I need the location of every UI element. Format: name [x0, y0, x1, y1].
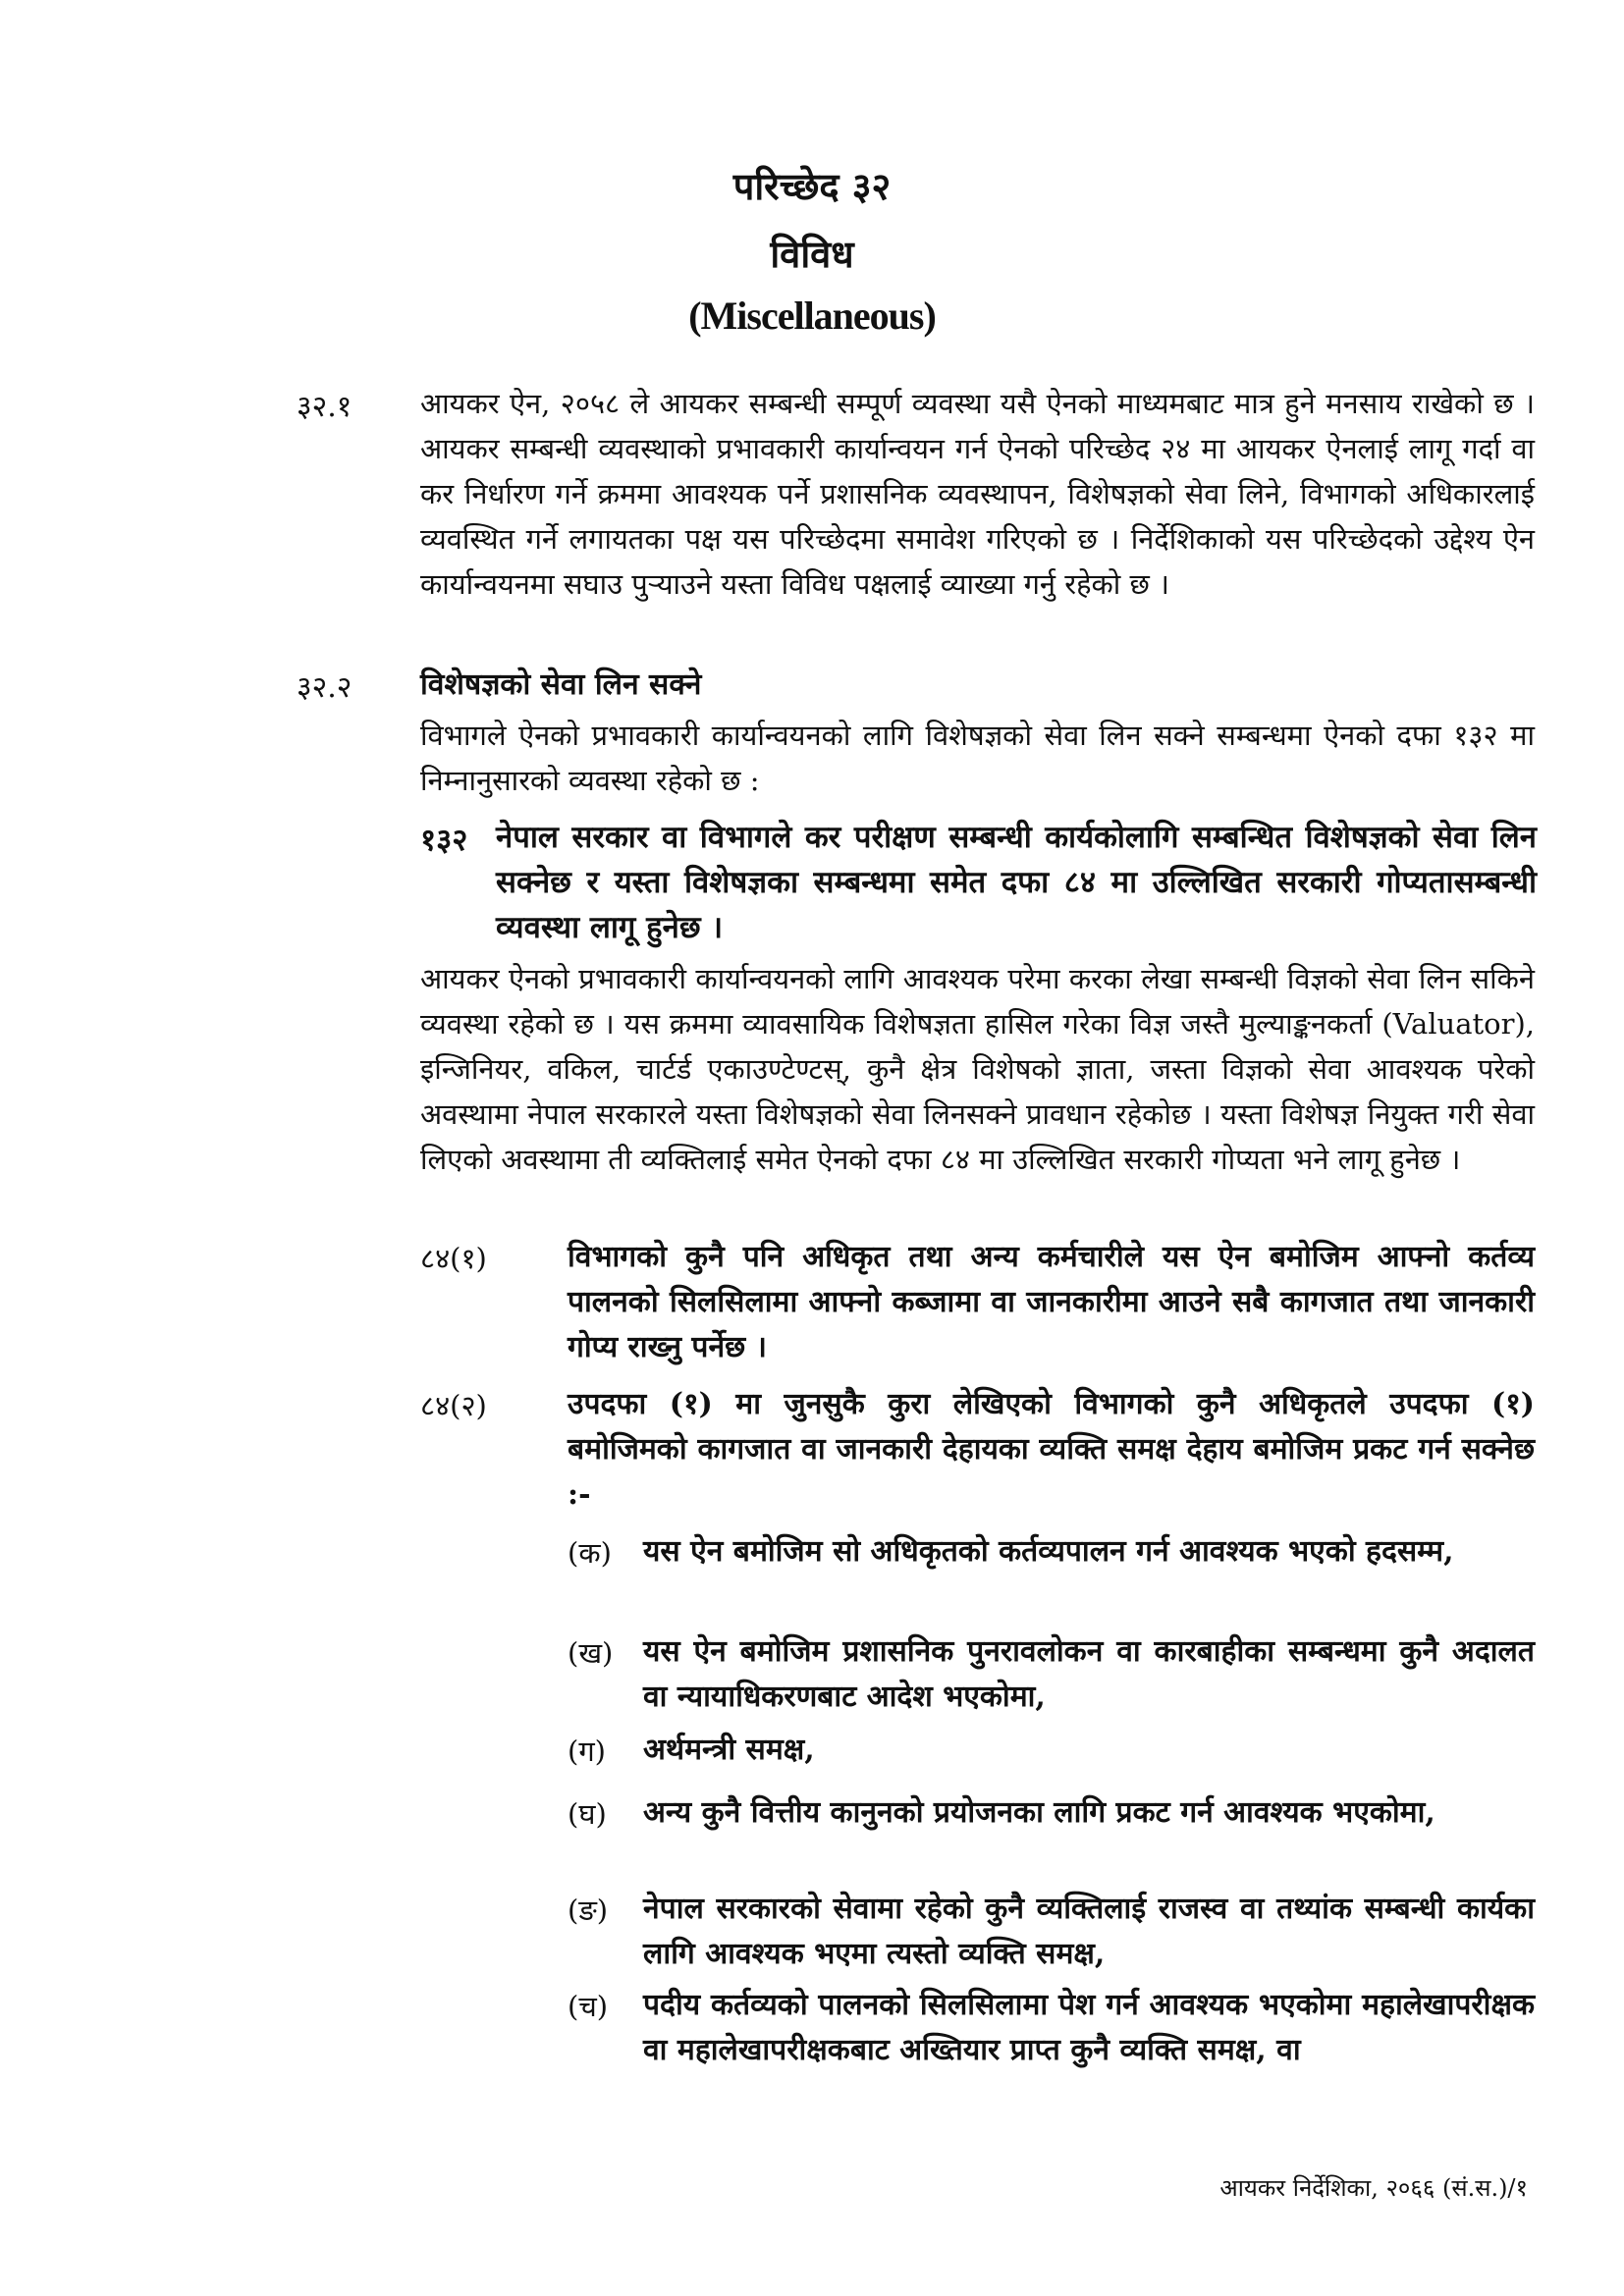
section-32-1-text: आयकर ऐन, २०५८ ले आयकर सम्बन्धी सम्पूर्ण व्यवस्था यसै ऐनको माध्यमबाट मात्र हुने मनसाय राखेको छ । आयकर सम्बन्धी व्यवस्थाको प्रभावकारी कार्यान्वयन गर्न ऐनको परिच्छेद २४ मा आयकर ऐनलाई लागू गर्दा वा कर निर्धारण गर्ने क्रममा आवश्यक पर्ने प्रशासनिक व्यवस्थापन, विशेषज्ञको सेवा लिने, विभागको अधिकारलाई व्यवस्थित गर्ने लगायतका पक्ष यस परिच्छेदमा समावेश गरिएको छ । निर्देशिकाको यस परिच्छेदको उद्देश्य ऐन कार्यान्वयनमा सघाउ पुऱ्याउने यस्ता विविध पक्षलाई व्याख्या गर्नु रहेको छ । — [420, 387, 1535, 601]
subsection-number-84-2: ८४(२) — [420, 1389, 487, 1422]
subsection-number-84-1: ८४(१) — [420, 1242, 487, 1275]
section-32-2-heading: विशेषज्ञको सेवा लिन सक्ने — [420, 667, 702, 702]
item-text-cha: पदीय कर्तव्यको पालनको सिलसिलामा पेश गर्न आवश्यक भएकोमा महालेखापरीक्षक वा महालेखापरीक्षकबाट अख्तियार प्राप्त कुनै व्यक्ति समक्ष, वा — [643, 1988, 1535, 2067]
chapter-title-nepali: विविध — [770, 232, 854, 276]
clause-number-132: १३२ — [420, 823, 468, 858]
section-32-2-intro: विभागले ऐनको प्रभावकारी कार्यान्वयनको लागि विशेषज्ञको सेवा लिन सक्ने सम्बन्धमा ऐनको दफा १३२ मा निम्नानुसारको व्यवस्था रहेको छ : — [420, 719, 1535, 797]
item-text-nga: नेपाल सरकारको सेवामा रहेको कुनै व्यक्तिलाई राजस्व वा तथ्यांक सम्बन्धी कार्यका लागि आवश्यक भएमा त्यस्तो व्यक्ति समक्ष, — [643, 1892, 1535, 1971]
section-32-2-explanation: आयकर ऐनको प्रभावकारी कार्यान्वयनको लागि आवश्यक परेमा करका लेखा सम्बन्धी विज्ञको सेवा लिन सकिने व्यवस्था रहेको छ । यस क्रममा व्यावसायिक विशेषज्ञता हासिल गरेका विज्ञ जस्तै मुल्याङ्कनकर्ता (Valuator), इन्जिनियर, वकिल, चार्टर्ड एकाउण्टेण्टस्, कुनै क्षेत्र विशेषको ज्ञाता, जस्ता विज्ञको सेवा आवश्यक परेको अवस्थामा नेपाल सरकारले यस्ता विशेषज्ञको सेवा लिनसक्ने प्रावधान रहेकोछ । यस्ता विशेषज्ञ नियुक्त गरी सेवा लिएको अवस्थामा ती व्यक्तिलाई समेत ऐनको दफा ८४ मा उल्लिखित सरकारी गोप्यता भने लागू हुनेछ । — [420, 962, 1535, 1176]
item-text-ka: यस ऐन बमोजिम सो अधिकृतको कर्तव्यपालन गर्न आवश्यक भएको हदसम्म, — [643, 1534, 1454, 1569]
item-label-kha: (ख) — [568, 1636, 614, 1670]
chapter-title-english: (Miscellaneous) — [688, 294, 936, 338]
item-label-gha: (घ) — [568, 1797, 607, 1831]
item-text-kha: यस ऐन बमोजिम प्रशासनिक पुनरावलोकन वा कारबाहीका सम्बन्धमा कुनै अदालत वा न्यायाधिकरणबाट आदेश भएकोमा, — [643, 1634, 1535, 1714]
chapter-heading: परिच्छेद ३२ — [732, 164, 892, 208]
subsection-84-1-text: विभागको कुनै पनि अधिकृत तथा अन्य कर्मचारीले यस ऐन बमोजिम आफ्नो कर्तव्य पालनको सिलसिलामा आफ्नो कब्जामा वा जानकारीमा आउने सबै कागजात तथा जानकारी गोप्य राख्नु पर्नेछ । — [568, 1240, 1535, 1364]
clause-132-text: नेपाल सरकार वा विभागले कर परीक्षण सम्बन्धी कार्यकोलागि सम्बन्धित विशेषज्ञको सेवा लिन सक्नेछ र यस्ता विशेषज्ञका सम्बन्धमा समेत दफा ८४ मा उल्लिखित सरकारी गोप्यतासम्बन्धी व्यवस्था लागू हुनेछ । — [496, 820, 1537, 945]
item-text-ga: अर्थमन्त्री समक्ष, — [643, 1733, 815, 1767]
section-number-32-1: ३२.१ — [297, 390, 352, 424]
section-number-32-2: ३२.२ — [297, 670, 352, 705]
subsection-84-2-text: उपदफा (१) मा जुनसुकै कुरा लेखिएको विभागको कुनै अधिकृतले उपदफा (१) बमोजिमको कागजात वा जानकारी देहायका व्यक्ति समक्ष देहाय बमोजिम प्रकट गर्न सक्नेछ :- — [568, 1387, 1535, 1512]
item-label-cha: (च) — [568, 1990, 609, 2023]
item-label-nga: (ङ) — [568, 1894, 609, 1927]
item-label-ka: (क) — [568, 1536, 612, 1570]
item-label-ga: (ग) — [568, 1735, 606, 1768]
item-text-gha: अन्य कुनै वित्तीय कानुनको प्रयोजनका लागि प्रकट गर्न आवश्यक भएकोमा, — [643, 1795, 1435, 1830]
page-footer: आयकर निर्देशिका, २०६६ (सं.स.)/१ — [1219, 2174, 1528, 2202]
